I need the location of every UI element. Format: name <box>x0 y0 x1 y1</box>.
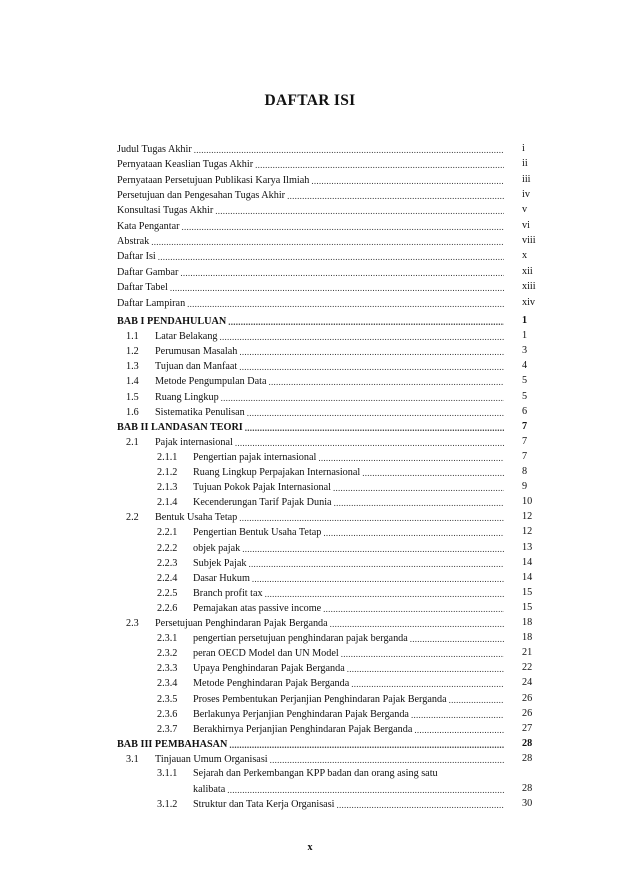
toc-entry[interactable] <box>157 495 506 509</box>
toc-entry-title: Latar Belakang <box>155 331 218 342</box>
toc-entry[interactable] <box>117 173 506 187</box>
dot-leader <box>449 694 504 706</box>
toc-entry[interactable] <box>126 374 506 388</box>
dot-leader <box>351 678 504 690</box>
toc-entry-title: Tujuan Pokok Pajak Internasional <box>193 482 331 493</box>
dot-leader <box>242 543 504 555</box>
toc-entry-title: peran OECD Model dan UN Model <box>193 648 339 659</box>
dot-leader <box>151 236 504 248</box>
toc-entry[interactable] <box>126 435 506 449</box>
toc-entry-title: Pajak internasional <box>155 437 233 448</box>
dot-leader <box>362 467 504 479</box>
toc-entry-title: BAB III PEMBAHASAN <box>117 739 228 750</box>
toc-entry[interactable] <box>126 359 506 373</box>
toc-page-number: 12 <box>522 526 533 537</box>
dot-leader <box>194 144 504 156</box>
toc-entry-number: 3.1.1 <box>157 768 178 779</box>
toc-entry[interactable] <box>117 420 506 434</box>
toc-page-number: 10 <box>522 496 533 507</box>
toc-page-number: 21 <box>522 647 533 658</box>
toc-entry[interactable] <box>117 737 506 751</box>
toc-entry[interactable] <box>126 510 506 524</box>
dot-leader <box>347 663 504 675</box>
toc-page-number: 18 <box>522 617 533 628</box>
toc-entry-title: Sejarah dan Perkembangan KPP badan dan orang asing satu <box>193 768 438 779</box>
toc-entry-title: Pemajakan atas passive income <box>193 603 322 614</box>
toc-page-number: 12 <box>522 511 533 522</box>
dot-leader <box>247 407 504 419</box>
toc-entry-title: Upaya Penghindaran Pajak Berganda <box>193 663 345 674</box>
toc-entry-number: 3.1 <box>126 754 139 765</box>
dot-leader <box>158 251 504 263</box>
toc-page-number: 18 <box>522 632 533 643</box>
toc-page-number: 4 <box>522 360 528 371</box>
toc-entry[interactable] <box>126 752 506 766</box>
dot-leader <box>411 709 504 721</box>
toc-entry[interactable] <box>157 601 506 615</box>
toc-entry[interactable] <box>126 329 506 343</box>
dot-leader <box>268 376 504 388</box>
toc-entry-number: 2.3.3 <box>157 663 178 674</box>
toc-entry-title: BAB II LANDASAN TEORI <box>117 422 243 433</box>
toc-entry-number: 2.1.4 <box>157 497 178 508</box>
toc-entry-number: 3.1.2 <box>157 799 178 810</box>
toc-page-number: 13 <box>522 542 533 553</box>
dot-leader <box>255 159 504 171</box>
dot-leader <box>182 221 504 233</box>
dot-leader <box>341 648 504 660</box>
toc-entry[interactable] <box>117 219 506 233</box>
toc-entry-title: Daftar Lampiran <box>117 298 186 309</box>
toc-entry-title: Ruang Lingkup <box>155 392 219 403</box>
toc-page-number: 14 <box>522 557 533 568</box>
toc-entry-number: 2.3.2 <box>157 648 178 659</box>
toc-page-number: 15 <box>522 587 533 598</box>
toc-page-number: 28 <box>522 783 533 794</box>
dot-leader <box>311 175 504 187</box>
dot-leader <box>215 205 504 217</box>
toc-page-number: 1 <box>522 315 528 326</box>
toc-entry[interactable] <box>157 541 506 555</box>
toc-entry-number: 2.3.7 <box>157 724 178 735</box>
toc-page-number: ii <box>522 158 528 169</box>
toc-page-number: 5 <box>522 391 528 402</box>
toc-entry-number: 2.1.2 <box>157 467 178 478</box>
dot-leader <box>318 452 504 464</box>
toc-entry-number: 2.1 <box>126 437 139 448</box>
toc-entry-number: 1.4 <box>126 376 139 387</box>
toc-page-number: 22 <box>522 662 533 673</box>
dot-leader <box>248 558 504 570</box>
dot-leader <box>330 618 504 630</box>
toc-entry-title: Konsultasi Tugas Akhir <box>117 205 214 216</box>
toc-entry-title: Persetujuan Penghindaran Pajak Berganda <box>155 618 328 629</box>
toc-page-number: iv <box>522 189 530 200</box>
toc-page-number: viii <box>522 235 536 246</box>
toc-entry-number: 1.5 <box>126 392 139 403</box>
toc-page-number: 28 <box>522 753 533 764</box>
toc-page-number: xiv <box>522 297 536 308</box>
toc-entry-title: Perumusan Masalah <box>155 346 238 357</box>
toc-entry[interactable] <box>117 265 506 279</box>
toc-page-number: 7 <box>522 436 528 447</box>
dot-leader <box>180 267 504 279</box>
toc-entry-number: 1.1 <box>126 331 139 342</box>
toc-entry-title: Tujuan dan Manfaat <box>155 361 238 372</box>
toc-page-number: 7 <box>522 421 528 432</box>
dot-leader <box>410 633 504 645</box>
toc-entry-title: Daftar Gambar <box>117 267 179 278</box>
toc-entry[interactable] <box>117 203 506 217</box>
dot-leader <box>221 392 504 404</box>
toc-entry[interactable] <box>157 767 438 780</box>
dot-leader <box>265 588 504 600</box>
dot-leader <box>334 497 504 509</box>
toc-entry[interactable] <box>117 142 506 156</box>
toc-entry[interactable] <box>117 296 506 310</box>
toc-entry-number: 2.2 <box>126 512 139 523</box>
toc-entry[interactable] <box>157 676 506 690</box>
toc-entry-title: Kecenderungan Tarif Pajak Dunia <box>193 497 332 508</box>
toc-entry[interactable] <box>117 314 506 328</box>
dot-leader <box>235 437 504 449</box>
toc-entry-title: Berakhirnya Perjanjian Penghindaran Pajak Berganda <box>193 724 413 735</box>
dot-leader <box>270 754 504 766</box>
toc-entry-title: Pengertian pajak internasional <box>193 452 317 463</box>
toc-page-number: v <box>522 204 528 215</box>
toc-entry-number: 2.3.5 <box>157 694 178 705</box>
dot-leader <box>170 282 504 294</box>
toc-entry-title: Sistematika Penulisan <box>155 407 245 418</box>
toc-entry-number: 1.6 <box>126 407 139 418</box>
toc-entry-title: Daftar Tabel <box>117 282 168 293</box>
dot-leader <box>323 603 504 615</box>
toc-entry-number: 2.2.4 <box>157 573 178 584</box>
toc-entry-number: 2.2.5 <box>157 588 178 599</box>
toc-entry[interactable] <box>157 631 506 645</box>
toc-page-number: 9 <box>522 481 528 492</box>
toc-entry-title: Judul Tugas Akhir <box>117 144 192 155</box>
toc-entry-title: Ruang Lingkup Perpajakan Internasional <box>193 467 361 478</box>
toc-entry-number: 2.3.4 <box>157 678 178 689</box>
toc-page-number: 5 <box>522 375 528 386</box>
toc-page-number: 7 <box>522 451 528 462</box>
dot-leader <box>239 512 504 524</box>
toc-entry-title: pengertian persetujuan penghindaran pajak berganda <box>193 633 408 644</box>
toc-entry[interactable] <box>126 616 506 630</box>
toc-page-number: 26 <box>522 693 533 704</box>
toc-page-number: x <box>522 250 528 261</box>
toc-entry[interactable] <box>157 646 506 660</box>
dot-leader <box>227 784 504 796</box>
toc-entry-title: Daftar Isi <box>117 251 156 262</box>
dot-leader <box>187 298 504 310</box>
toc-page-number: 6 <box>522 406 528 417</box>
toc-entry-title: Bentuk Usaha Tetap <box>155 512 238 523</box>
toc-entry[interactable] <box>157 661 506 675</box>
toc-entry[interactable] <box>117 234 506 248</box>
toc-entry-number: 2.2.1 <box>157 527 178 538</box>
toc-entry[interactable] <box>157 556 506 570</box>
toc-entry-number: 2.2.3 <box>157 558 178 569</box>
toc-entry-number: 2.3.1 <box>157 633 178 644</box>
toc-entry[interactable] <box>117 280 506 294</box>
toc-page-number: 27 <box>522 723 533 734</box>
page-number: x <box>307 842 313 853</box>
toc-entry-title: BAB I PENDAHULUAN <box>117 316 227 327</box>
toc-entry-title: Pernyataan Keaslian Tugas Akhir <box>117 159 254 170</box>
toc-entry-title: Proses Pembentukan Perjanjian Penghindaran Pajak Berganda <box>193 694 447 705</box>
toc-entry-title: Subjek Pajak <box>193 558 247 569</box>
toc-entry-title: Berlakunya Perjanjian Penghindaran Pajak Berganda <box>193 709 409 720</box>
toc-entry-number: 2.1.1 <box>157 452 178 463</box>
toc-entry-number: 2.3 <box>126 618 139 629</box>
dot-leader <box>414 724 504 736</box>
toc-entry[interactable] <box>117 188 506 202</box>
toc-entry[interactable] <box>193 782 506 796</box>
toc-page-number: 26 <box>522 708 533 719</box>
toc-entry-number: 2.1.3 <box>157 482 178 493</box>
dot-leader <box>252 573 504 585</box>
toc-entry-number: 1.3 <box>126 361 139 372</box>
dot-leader <box>323 527 504 539</box>
toc-entry[interactable] <box>126 390 506 404</box>
dot-leader <box>220 331 504 343</box>
toc-entry[interactable] <box>157 707 506 721</box>
dot-leader <box>333 482 504 494</box>
toc-page-number: 1 <box>522 330 528 341</box>
toc-entry[interactable] <box>157 450 506 464</box>
toc-entry[interactable] <box>157 465 506 479</box>
toc-entry[interactable] <box>157 480 506 494</box>
toc-entry-title: Tinjauan Umum Organisasi <box>155 754 268 765</box>
toc-entry[interactable] <box>157 722 506 736</box>
toc-page-number: i <box>522 143 525 154</box>
page-title: DAFTAR ISI <box>264 92 356 109</box>
toc-entry[interactable] <box>126 344 506 358</box>
toc-entry-title: Metode Penghindaran Pajak Berganda <box>193 678 350 689</box>
toc-entry-title: Pernyataan Persetujuan Publikasi Karya Ilmiah <box>117 175 310 186</box>
toc-page-number: xii <box>522 266 533 277</box>
dot-leader <box>229 739 504 751</box>
toc-entry-title: Pengertian Bentuk Usaha Tetap <box>193 527 322 538</box>
toc-entry-number: 2.2.6 <box>157 603 178 614</box>
toc-entry-title: kalibata <box>193 784 226 795</box>
dot-leader <box>239 361 504 373</box>
toc-entry[interactable] <box>157 692 506 706</box>
toc-entry-title: Dasar Hukum <box>193 573 250 584</box>
toc-page-number: 30 <box>522 798 533 809</box>
toc-page-number: 28 <box>522 738 533 749</box>
dot-leader <box>287 190 504 202</box>
toc-page-number: 15 <box>522 602 533 613</box>
toc-page-number: vi <box>522 220 530 231</box>
toc-entry-title: Struktur dan Tata Kerja Organisasi <box>193 799 335 810</box>
toc-entry[interactable] <box>157 586 506 600</box>
toc-entry-title: Abstrak <box>117 236 150 247</box>
toc-entry-title: Kata Pengantar <box>117 221 180 232</box>
dot-leader <box>245 422 504 434</box>
toc-entry[interactable] <box>126 405 506 419</box>
toc-page-number: 3 <box>522 345 528 356</box>
toc-entry[interactable] <box>157 571 506 585</box>
toc-entry[interactable] <box>117 157 506 171</box>
toc-entry[interactable] <box>157 525 506 539</box>
toc-page-number: 24 <box>522 677 533 688</box>
toc-entry-title: Persetujuan dan Pengesahan Tugas Akhir <box>117 190 286 201</box>
toc-entry-title: Branch profit tax <box>193 588 263 599</box>
toc-entry-number: 2.3.6 <box>157 709 178 720</box>
dot-leader <box>239 346 504 358</box>
toc-page-number: xiii <box>522 281 536 292</box>
toc-entry-title: objek pajak <box>193 543 241 554</box>
toc-entry[interactable] <box>157 797 506 811</box>
dot-leader <box>337 799 505 811</box>
toc-entry[interactable] <box>117 249 506 263</box>
toc-entry-number: 2.2.2 <box>157 543 178 554</box>
dot-leader <box>228 316 504 328</box>
toc-entry-number: 1.2 <box>126 346 139 357</box>
toc-page-number: iii <box>522 174 531 185</box>
toc-entry-title: Metode Pengumpulan Data <box>155 376 267 387</box>
toc-page-number: 8 <box>522 466 528 477</box>
toc-page-number: 14 <box>522 572 533 583</box>
